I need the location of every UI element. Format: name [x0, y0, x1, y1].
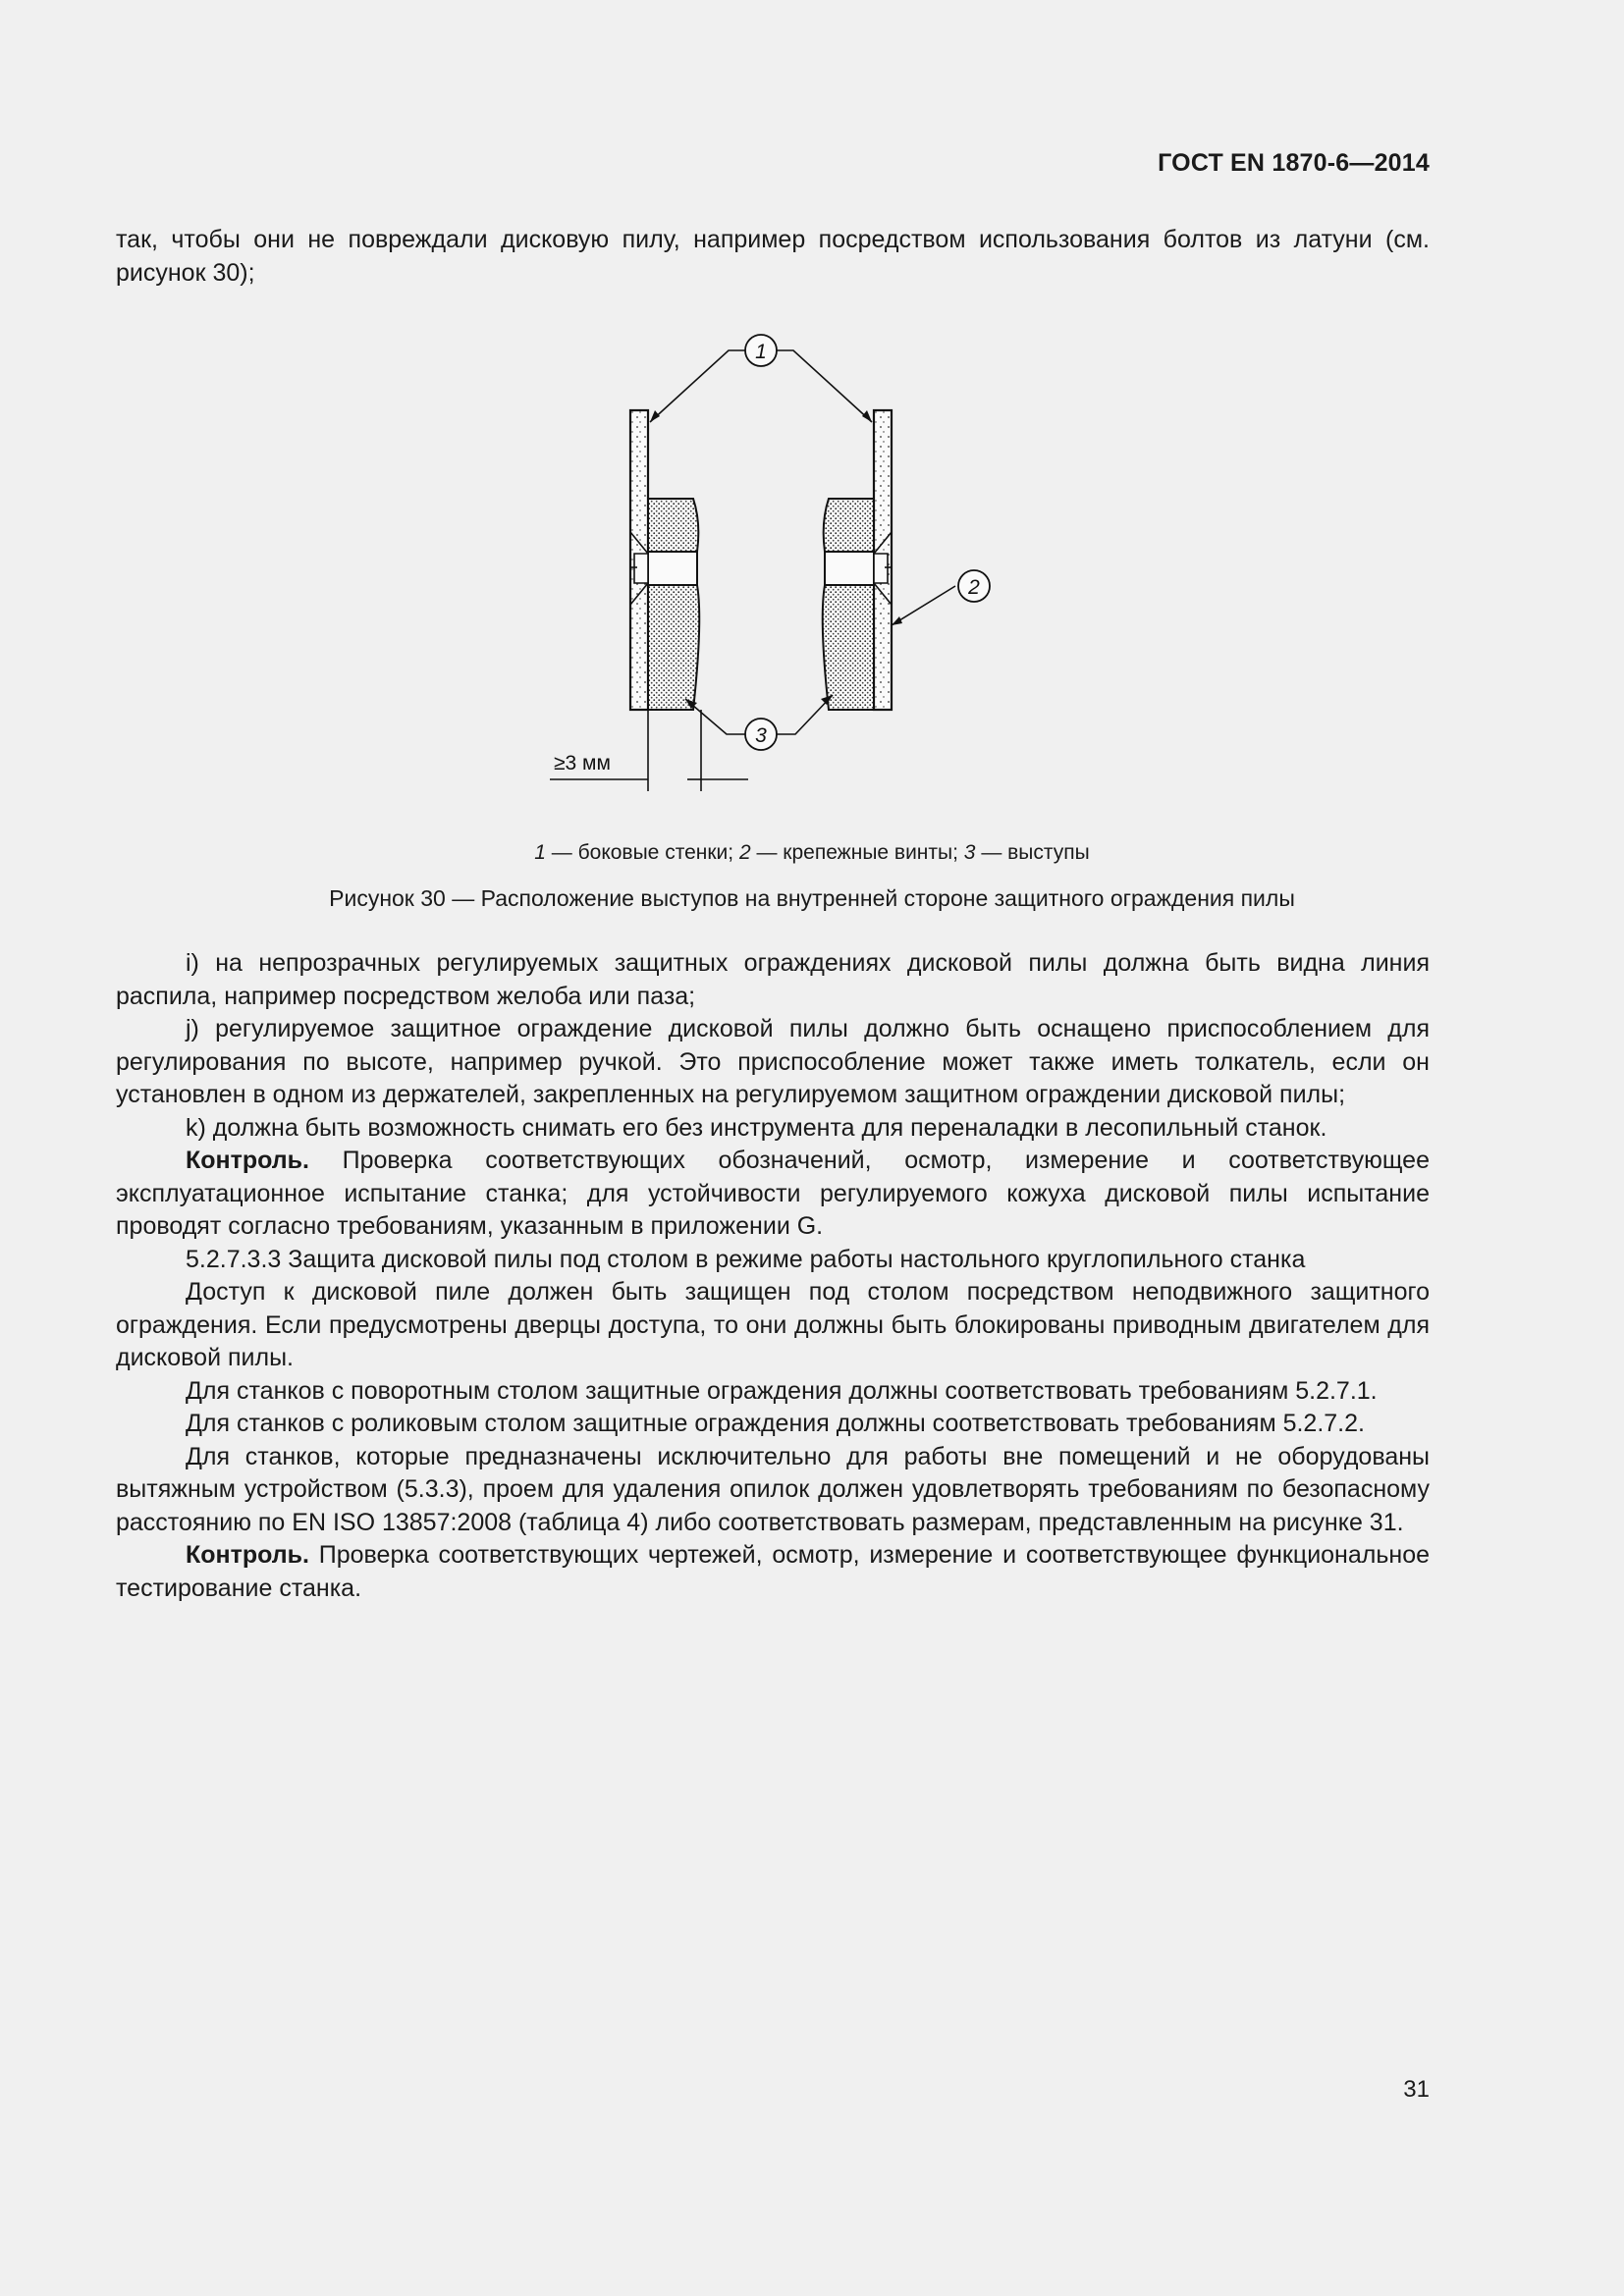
section-heading-5-2-7-3-3: 5.2.7.3.3 Защита дисковой пилы под столом в режиме работы настольного круглопильного станка	[186, 1245, 1306, 1273]
svg-text:2: 2	[968, 576, 980, 599]
intro-text: так, чтобы они не повреждали дисковую пилу, например посредством использования болтов из латуни (см. рисунок 30);	[116, 226, 1430, 287]
paragraph-k: k) должна быть возможность снимать его без инструмента для переналадки в лесопильный станок.	[186, 1113, 1327, 1142]
callout-1	[745, 335, 777, 366]
left-projection	[648, 499, 699, 710]
dimension-marker	[550, 710, 748, 791]
paragraph-rotary-table: Для станков с поворотным столом защитные ограждения должны соответствовать требованиям 5.2.7.1.	[186, 1376, 1378, 1405]
right-projection	[823, 499, 874, 710]
dimension-label: ≥3 мм	[554, 752, 611, 774]
svg-text:1: 1	[755, 341, 767, 363]
figure-caption: Рисунок 30 — Расположение выступов на внутренней стороне защитного ограждения пилы	[329, 885, 1295, 911]
svg-text:3: 3	[755, 724, 767, 747]
paragraph-j: j) регулируемое защитное ограждение дисковой пилы должно быть оснащено приспособлением для регулирования по высоте, например ручкой. Это приспособление может также иметь толкатель, если он установлен в одном из держателей, закрепленных на регулируемом защитном ограждении дисковой пилы;	[116, 1015, 1430, 1108]
paragraph-i: i) на непрозрачных регулируемых защитных ограждениях дисковой пилы должна быть видна линия распила, например посредством желоба или паза;	[116, 949, 1430, 1010]
document-code-header: ГОСТ EN 1870-6—2014	[1158, 149, 1430, 177]
control-label: Контроль.	[186, 1147, 309, 1174]
callout-3	[745, 719, 777, 750]
paragraph-access: Доступ к дисковой пиле должен быть защищен под столом посредством неподвижного защитного ограждения. Если предусмотрены дверцы доступа, то они должны быть блокированы приводным двигателем для дисковой пилы.	[116, 1278, 1430, 1371]
intro-paragraph	[116, 224, 1430, 290]
callout-2	[958, 570, 990, 602]
paragraph-roller-table: Для станков с роликовым столом защитные ограждения должны соответствовать требованиям 5.2.7.2.	[186, 1410, 1365, 1437]
control-label: Контроль.	[186, 1541, 309, 1569]
page-number: 31	[1403, 2076, 1430, 2103]
paragraph-outdoor: Для станков, которые предназначены исключительно для работы вне помещений и не оборудованы вытяжным устройством (5.3.3), проем для удаления опилок должен удовлетворять требованиям по безопасному расстоянию по EN ISO 13857:2008 (таблица 4) либо соответствовать размерам, представленным на рисунке 31.	[116, 1442, 1430, 1536]
main-text	[116, 947, 1430, 1605]
figure-30-drawing	[540, 326, 1031, 797]
control-paragraph-1: Контроль. Проверка соответствующих обозначений, осмотр, измерение и соответствующее эксплуатационное испытание станка; для устойчивости регулируемого кожуха дисковой пилы испытание проводят согласно требованиям, указанным в приложении G.	[116, 1147, 1430, 1240]
figure-legend: 1 — боковые стенки; 2 — крепежные винты; 3 — выступы	[534, 841, 1090, 864]
control-paragraph-2: Контроль. Проверка соответствующих чертежей, осмотр, измерение и соответствующее функциональное тестирование станка.	[116, 1541, 1430, 1602]
